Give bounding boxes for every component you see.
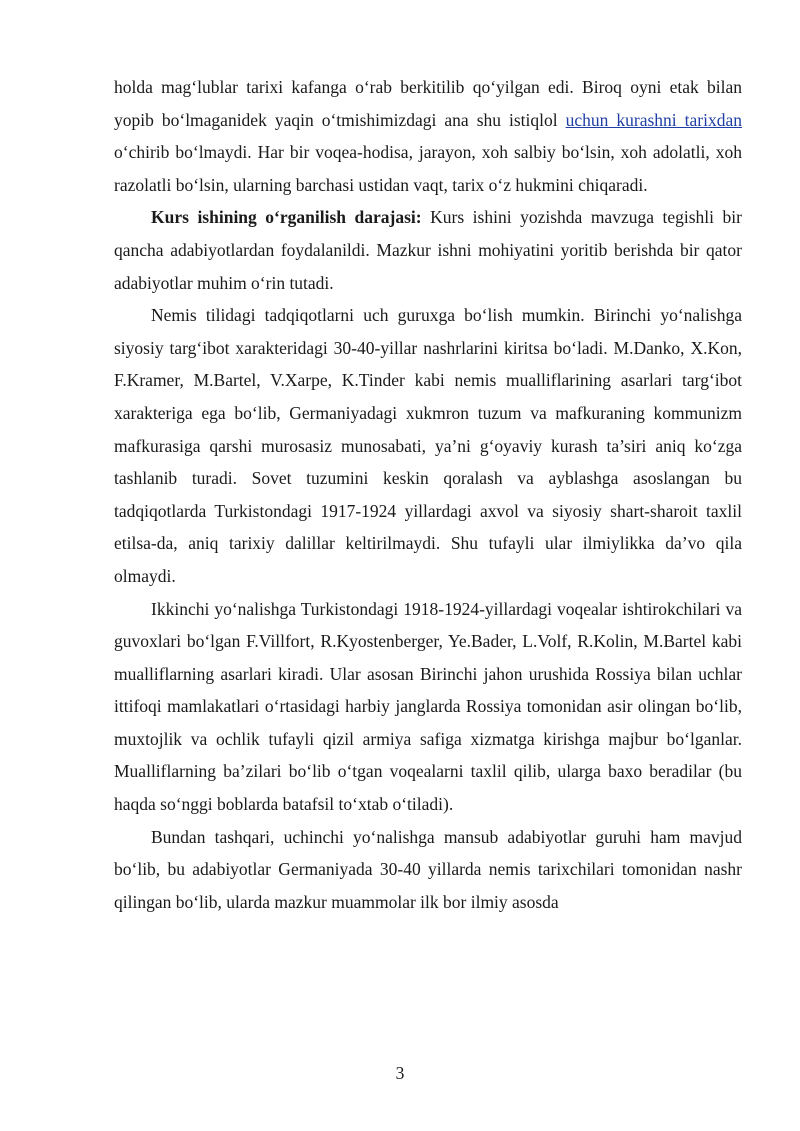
paragraph-research-level [114,201,742,299]
page-body [114,71,742,918]
paragraph-text: Kurs ishini yozishda mavzuga tegishli bir qancha adabiyotlardan foydalanildi. Mazkur ishni mohiyatini yoritib berishda bir qator adabiyotlar muhim o‘rin tutadi. [114,207,742,293]
paragraph-second-direction [114,593,742,821]
paragraph-third-direction [114,821,742,919]
paragraph-continuation [114,71,742,201]
paragraph-text: holda mag‘lublar tarixi kafanga o‘rab berkitilib qo‘yilgan edi. Biroq oyni etak bilan yopib bo‘lmaganidek yaqin o‘tmishimizdagi ana shu istiqlol [114,77,742,130]
paragraph-text: Ikkinchi yo‘nalishga Turkistondagi 1918-1924-yillardagi voqealar ishtirokchilari va guvoxlari bo‘lgan F.Villfort, R.Kyostenberger, Ye.Bader, L.Volf, R.Kolin, M.Bartel kabi mualliflarning asarlari kiradi. Ular asosan Birinchi jahon urushida Rossiya bilan uchlar ittifoqi mamlakatlari o‘rtasidagi harbiy janglarda Rossiya tomonidan asir olingan bo‘lib, muxtojlik va ochlik tufayli qizil armiya safiga xizmatga kirishga majbur bo‘lganlar. Mualliflarning ba’zilari bo‘lib o‘tgan voqealarni taxlil qilib, ularga baxo beradilar (bu haqda so‘nggi boblarda batafsil to‘xtab o‘tiladi). [114,598,742,815]
paragraph-text: Nemis tilidagi tadqiqotlarni uch guruxga bo‘lish mumkin. Birinchi yo‘nalishga siyosiy targ‘ibot xarakteridagi 30-40-yillar nashrlarini kiritsa bo‘ladi. M.Danko, X.Kon, F.Kramer, M.Bartel, V.Xarpe, K.Tinder kabi nemis mualliflarining asarlari targ‘ibot xarakteriga ega bo‘lib, Germaniyadagi xukmron tuzum va mafkuraning kommunizm mafkurasiga qarshi murosasiz munosabati, ya’ni g‘oyaviy kurash ta’siri aniq ko‘zga tashlanib turadi. Sovet tuzumini keskin qoralash va ayblashga asoslangan bu tadqiqotlarda Turkistondagi 1917-1924 yillardagi axvol va siyosiy shart-sharoit taxlil etilsa-da, aniq tarixiy dalillar keltirilmaydi. Shu tufayli ular ilmiylikka da’vo qila olmaydi. [114,305,742,586]
page-number: 3 [395,1063,405,1083]
paragraph-text: Bundan tashqari, uchinchi yo‘nalishga mansub adabiyotlar guruhi ham mavjud bo‘lib, bu adabiyotlar Germaniyada 30-40 yillarda nemis tarixchilari tomonidan nashr qilingan bo‘lib, ularda mazkur muammolar ilk bor ilmiy asosda [114,826,742,912]
paragraph-text: o‘chirib bo‘lmaydi. Har bir voqea-hodisa, jarayon, xoh salbiy bo‘lsin, xoh adolatli, xoh razolatli bo‘lsin, ularning barchasi ustidan vaqt, tarix o‘z hukmini chiqaradi. [114,142,742,195]
hyperlink[interactable]: uchun kurashni tarixdan [565,109,742,130]
section-run-in-heading: Kurs ishining o‘rganilish darajasi: [151,207,422,228]
paragraph-first-direction [114,299,742,592]
